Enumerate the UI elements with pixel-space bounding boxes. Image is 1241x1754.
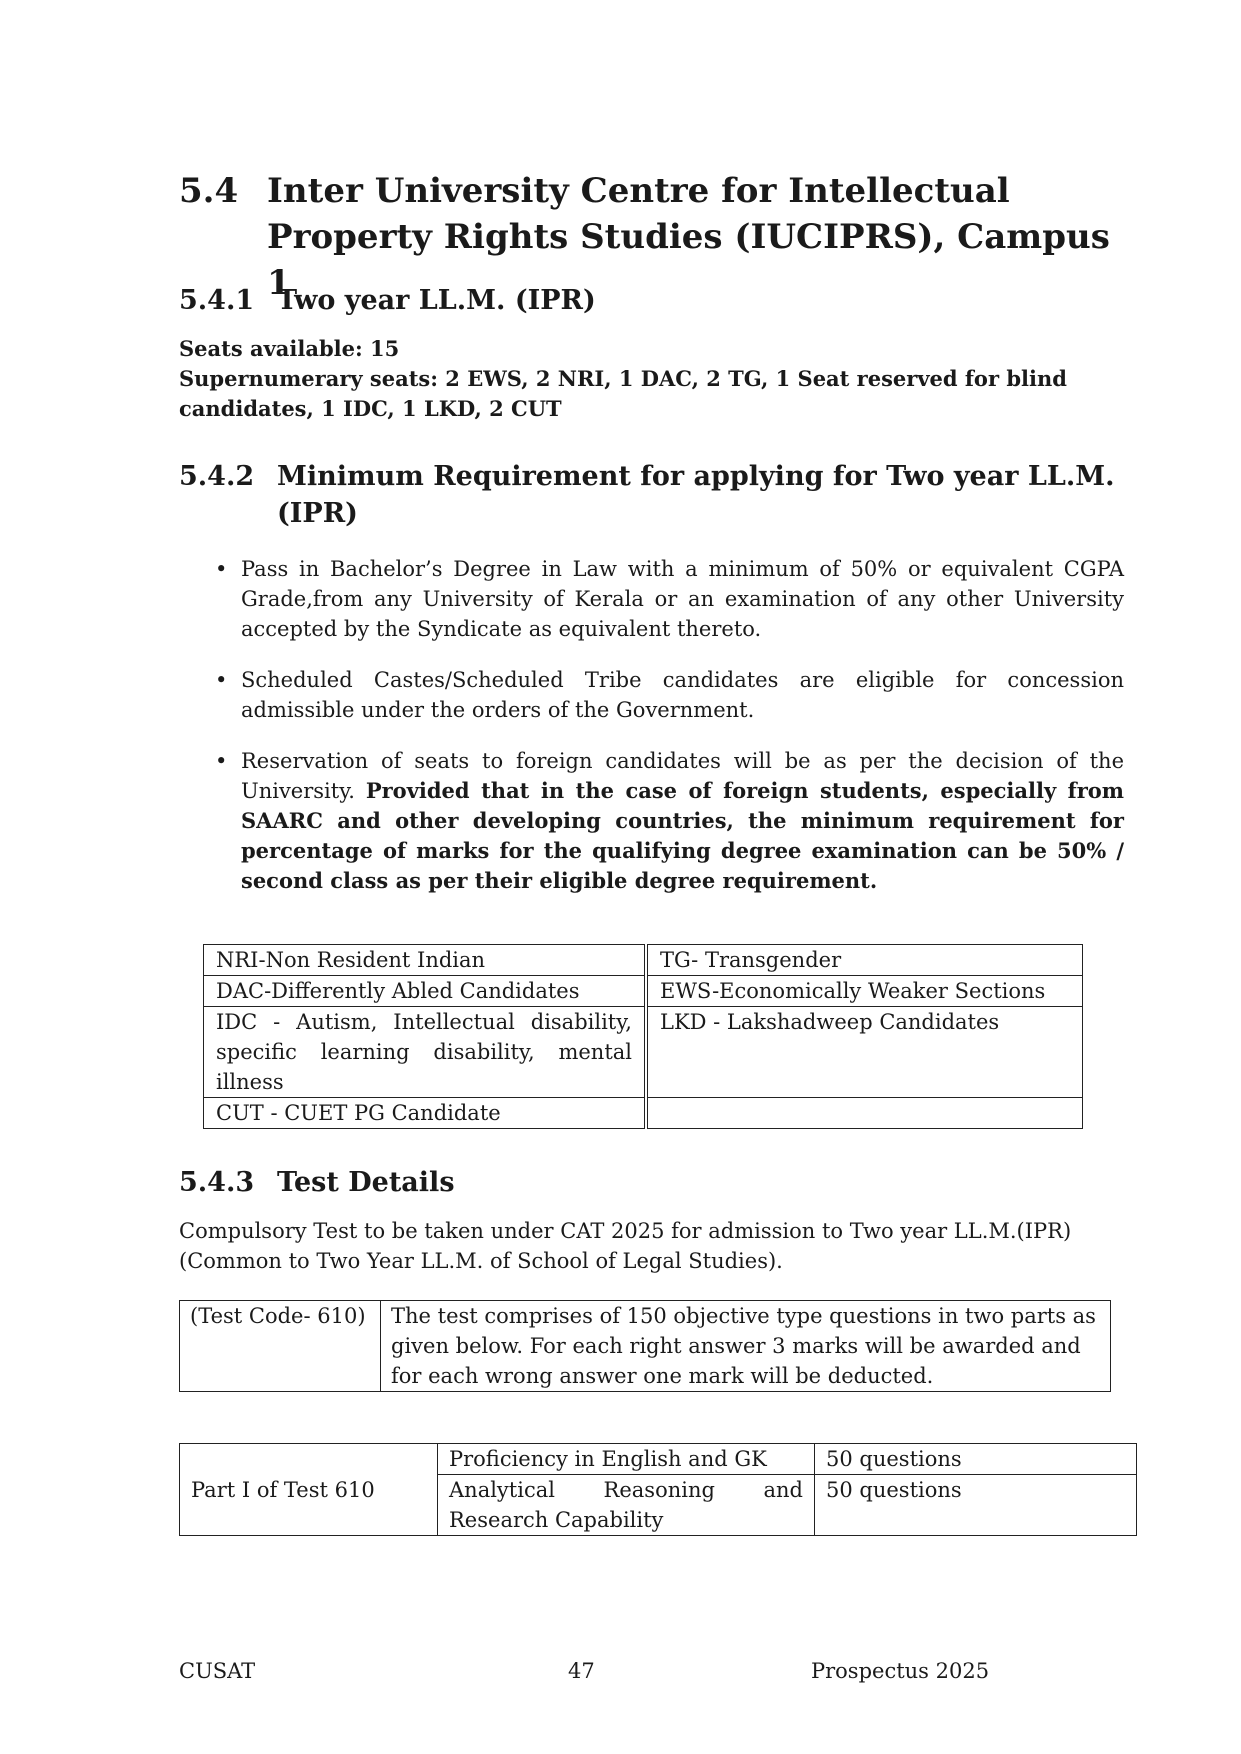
subsection-title: Two year LL.M. (IPR) (277, 285, 596, 316)
subsection-number: 5.4.3 (179, 1167, 255, 1198)
subject-cell: Proficiency in English and GK (438, 1444, 815, 1475)
section-title: Inter University Centre for Intellectual Property Rights Studies (IUCIPRS), Campus 1 (267, 171, 1110, 303)
footer-left: CUSAT (179, 1659, 256, 1683)
questions-cell: 50 questions (815, 1475, 1137, 1536)
table-row (204, 1098, 1083, 1129)
requirements-list (179, 554, 1124, 917)
seats-info (179, 334, 1139, 424)
abbreviations-table (203, 944, 1083, 1129)
table-cell: IDC - Autism, Intellectual disability, specific learning disability, mental illness (204, 1007, 647, 1098)
test-intro: Compulsory Test to be taken under CAT 2025 for admission to Two year LL.M.(IPR) (Common to Two Year LL.M. of School of Legal Studies). (179, 1219, 1072, 1273)
bullet-icon: • (215, 668, 228, 692)
seats-available: Seats available: 15 (179, 336, 400, 361)
supernumerary-seats: Supernumerary seats: 2 EWS, 2 NRI, 1 DAC, 2 TG, 1 Seat reserved for blind candidates, 1 IDC, 1 LKD, 2 CUT (179, 366, 1067, 421)
test-code-cell: (Test Code- 610) (180, 1301, 381, 1392)
section-number: 5.4 (179, 171, 239, 211)
part-label-cell: Part I of Test 610 (180, 1444, 438, 1536)
bullet-icon: • (215, 749, 228, 773)
table-cell: DAC-Differently Abled Candidates (204, 976, 647, 1007)
test-code-table (179, 1300, 1111, 1392)
subject-cell: Analytical Reasoning and Research Capability (438, 1475, 815, 1536)
subsection-heading-llm (179, 282, 1139, 319)
list-item: • Scheduled Castes/Scheduled Tribe candidates are eligible for concession admissible under the orders of the Government. (179, 665, 1124, 725)
subsection-title: Minimum Requirement for applying for Two year LL.M. (IPR) (277, 461, 1115, 529)
table-cell: TG- Transgender (646, 945, 1083, 976)
table-row (204, 1007, 1083, 1098)
table-row (204, 976, 1083, 1007)
subsection-number: 5.4.2 (179, 461, 255, 492)
table-cell: CUT - CUET PG Candidate (204, 1098, 647, 1129)
table-row (204, 945, 1083, 976)
table-cell: NRI-Non Resident Indian (204, 945, 647, 976)
questions-cell: 50 questions (815, 1444, 1137, 1475)
table-cell: LKD - Lakshadweep Candidates (646, 1007, 1083, 1098)
list-item: • Pass in Bachelor’s Degree in Law with a minimum of 50% or equivalent CGPA Grade,from any University of Kerala or an examination of any other University accepted by the Syndicate as equivalent thereto. (179, 554, 1124, 644)
list-item: • Reservation of seats to foreign candidates will be as per the decision of the University. Provided that in the case of foreign students, especially from SAARC and other developing countries, the minimum requirement for percentage of marks for the qualifying degree examination can be 50% / second class as per their eligible degree requirement. (179, 746, 1124, 896)
table-row (180, 1444, 1137, 1475)
subsection-title: Test Details (277, 1167, 455, 1198)
table-cell (646, 1098, 1083, 1129)
table-cell: EWS-Economically Weaker Sections (646, 976, 1083, 1007)
bullet-icon: • (215, 557, 228, 581)
bold-proviso: Provided that in the case of foreign students, especially from SAARC and other developing countries, the minimum requirement for percentage of marks for the qualifying degree examination can be 50% / second class as per their eligible degree requirement. (241, 778, 1124, 893)
subsection-number: 5.4.1 (179, 285, 255, 316)
footer-right: Prospectus 2025 (811, 1659, 990, 1683)
test-parts-table (179, 1443, 1137, 1536)
subsection-heading-requirements (179, 458, 1139, 532)
table-row (180, 1301, 1111, 1392)
subsection-heading-test (179, 1164, 1139, 1201)
test-description-cell: The test comprises of 150 objective type questions in two parts as given below. For each right answer 3 marks will be awarded and for each wrong answer one mark will be deducted. (381, 1301, 1111, 1392)
page-number: 47 (568, 1659, 595, 1683)
